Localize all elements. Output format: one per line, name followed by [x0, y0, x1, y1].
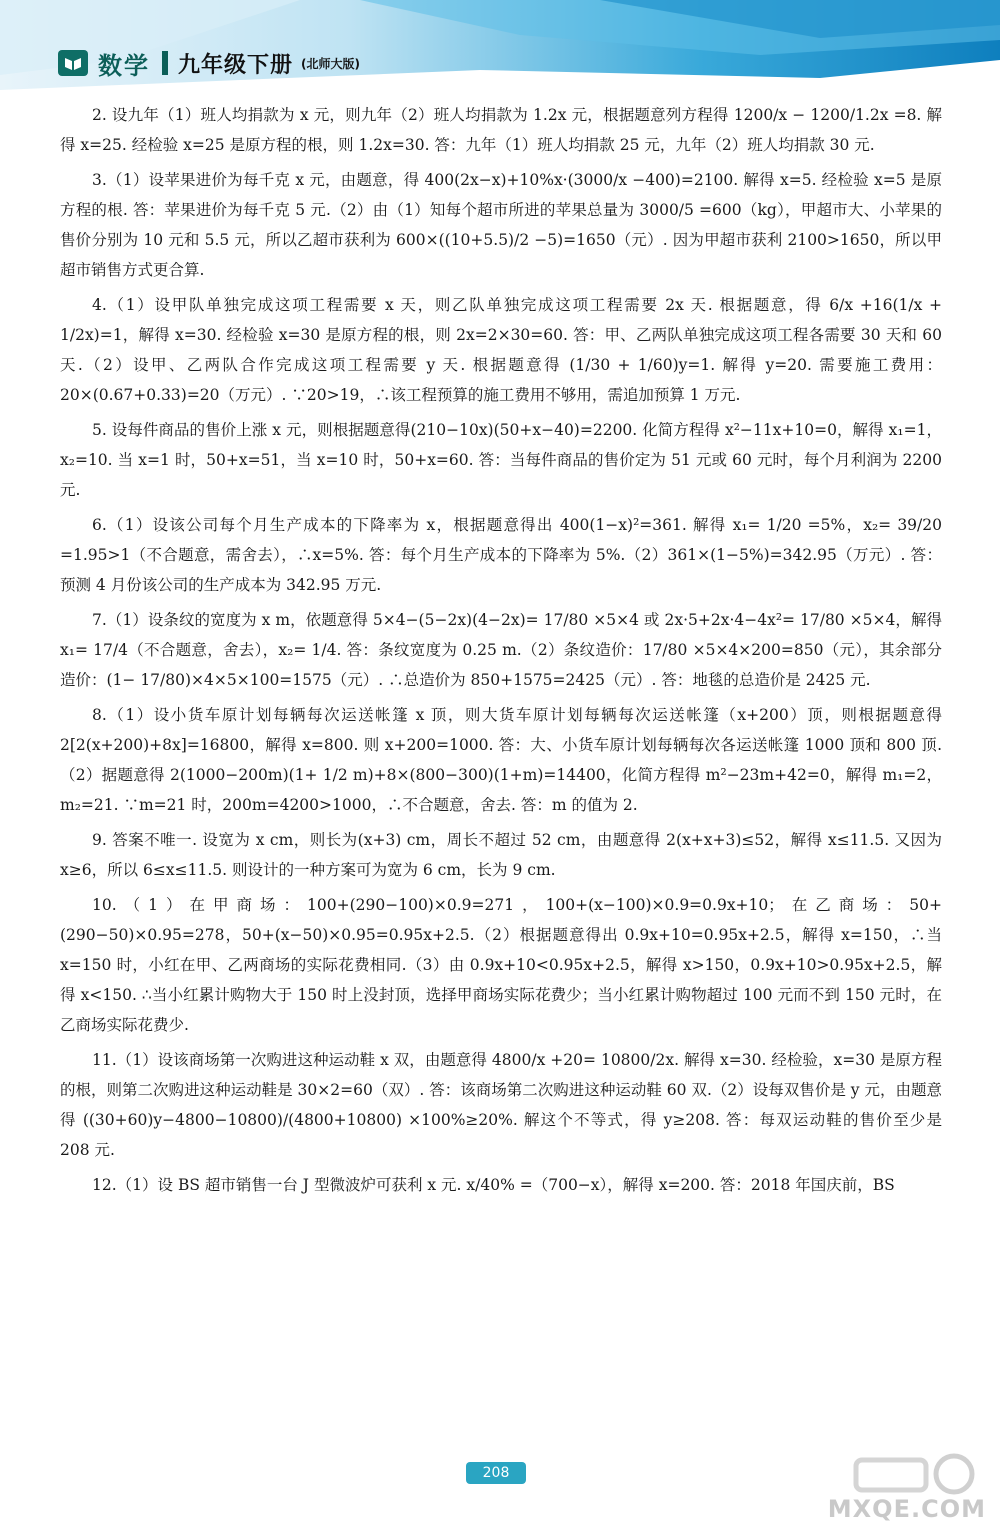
book-logo-icon [58, 50, 88, 76]
page-number: 208 [466, 1462, 526, 1484]
answer-paragraph: 4.（1）设甲队单独完成这项工程需要 x 天，则乙队单独完成这项工程需要 2x 天. 根据题意，得 6/x +16(1/x + 1/2x)=1，解得 x=30. 经检验 x=30 是原方程的根，则 2x=2×30=60. 答：甲、乙两队单独完成这项工程各需要 30 天和 60 天.（2）设甲、乙两队合作完成这项工程需要 y 天. 根据题意得 (1/30 + 1/60)y=1. 解得 y=20. 需要施工费用：20×(0.67+0.33)=20（万元）. ∵20>19，∴该工程预算的施工费用不够用，需追加预算 1 万元. [60, 296, 942, 404]
watermark-logo-icon [836, 1452, 986, 1536]
answer-content [60, 100, 942, 1205]
header-title-bar [58, 46, 360, 80]
answer-paragraph: 6.（1）设该公司每个月生产成本的下降率为 x，根据题意得出 400(1−x)²=361. 解得 x₁= 1/20 =5%，x₂= 39/20 =1.95>1（不合题意，需舍去），∴x=5%. 答：每个月生产成本的下降率为 5%.（2）361×(1−5%)=342.95（万元）. 答：预测 4 月份该公司的生产成本为 342.95 万元. [60, 516, 942, 594]
answer-paragraph: 11.（1）设该商场第一次购进这种运动鞋 x 双，由题意得 4800/x +20= 10800/2x. 解得 x=30. 经检验，x=30 是原方程的根，则第二次购进这种运动鞋是 30×2=60（双）. 答：该商场第二次购进这种运动鞋 60 双.（2）设每双售价是 y 元，由题意得 ((30+60)y−4800−10800)/(4800+10800) ×100%≥20%. 解这个不等式，得 y≥208. 答：每双运动鞋的售价至少是 208 元. [60, 1051, 942, 1159]
edition-label: (北师大版) [301, 56, 360, 71]
answer-paragraph: 12.（1）设 BS 超市销售一台 J 型微波炉可获利 x 元. x/40% =（700−x），解得 x=200. 答：2018 年国庆前，BS [92, 1176, 895, 1194]
answer-paragraph: 8.（1）设小货车原计划每辆每次运送帐篷 x 顶，则大货车原计划每辆每次运送帐篷（x+200）顶，则根据题意得 2[2(x+200)+8x]=16800，解得 x=800. 则 x+200=1000. 答：大、小货车原计划每辆每次各运送帐篷 1000 顶和 800 顶.（2）据题意得 2(1000−200m)(1+ 1/2 m)+8×(800−300)(1+m)=14400，化简方程得 m²−23m+42=0，解得 m₁=2，m₂=21. ∵m=21 时，200m=4200>1000，∴不合题意，舍去. 答：m 的值为 2. [60, 706, 942, 814]
answer-paragraph: 9. 答案不唯一. 设宽为 x cm，则长为(x+3) cm，周长不超过 52 cm，由题意得 2(x+x+3)≤52，解得 x≤11.5. 又因为 x≥6，所以 6≤x≤11.5. 则设计的一种方案可为宽为 6 cm，长为 9 cm. [60, 831, 942, 879]
answer-paragraph: 7.（1）设条纹的宽度为 x m，依题意得 5×4−(5−2x)(4−2x)= 17/80 ×5×4 或 2x·5+2x·4−4x²= 17/80 ×5×4，解得 x₁= 17/4（不合题意，舍去），x₂= 1/4. 答：条纹宽度为 0.25 m.（2）条纹造价：17/80 ×5×4×200=850（元），其余部分造价：(1− 17/80)×4×5×100=1575（元）. ∴总造价为 850+1575=2425（元）. 答：地毯的总造价是 2425 元. [60, 611, 942, 689]
grade-title: 九年级下册 [178, 52, 294, 78]
answer-paragraph: 5. 设每件商品的售价上涨 x 元，则根据题意得(210−10x)(50+x−40)=2200. 化简方程得 x²−11x+10=0，解得 x₁=1，x₂=10. 当 x=1 时，50+x=51，当 x=10 时，50+x=60. 答：当每件商品的售价定为 51 元或 60 元时，每个月利润为 2200 元. [60, 421, 942, 499]
watermark-text: MXQE.COM [827, 1495, 986, 1523]
subject-title: 数学 [98, 51, 150, 80]
answer-paragraph: 10.（1）在甲商场：100+(290−100)×0.9=271，100+(x−100)×0.9=0.9x+10；在乙商场：50+(290−50)×0.95=278，50+(x−50)×0.95=0.95x+2.5.（2）根据题意得出 0.9x+10=0.95x+2.5，解得 x=150，∴当 x=150 时，小红在甲、乙两商场的实际花费相同.（3）由 0.9x+10<0.95x+2.5，解得 x>150，0.9x+10>0.95x+2.5，解得 x<150. ∴当小红累计购物大于 150 时上没封顶，选择甲商场实际花费少；当小红累计购物超过 100 元而不到 150 元时，在乙商场实际花费少. [60, 896, 942, 1034]
answer-paragraph: 2. 设九年（1）班人均捐款为 x 元，则九年（2）班人均捐款为 1.2x 元，根据题意列方程得 1200/x − 1200/1.2x =8. 解得 x=25. 经检验 x=25 是原方程的根，则 1.2x=30. 答：九年（1）班人均捐款 25 元，九年（2）班人均捐款 30 元. [60, 106, 942, 154]
title-divider [162, 51, 168, 75]
answer-paragraph: 3.（1）设苹果进价为每千克 x 元，由题意，得 400(2x−x)+10%x·(3000/x −400)=2100. 解得 x=5. 经检验 x=5 是原方程的根. 答：苹果进价为每千克 5 元.（2）由（1）知每个超市所进的苹果总量为 3000/5 =600（kg），甲超市大、小苹果的售价分别为 10 元和 5.5 元，所以乙超市获利为 600×((10+5.5)/2 −5)=1650（元）. 因为甲超市获利 2100>1650，所以甲超市销售方式更合算. [60, 171, 942, 279]
